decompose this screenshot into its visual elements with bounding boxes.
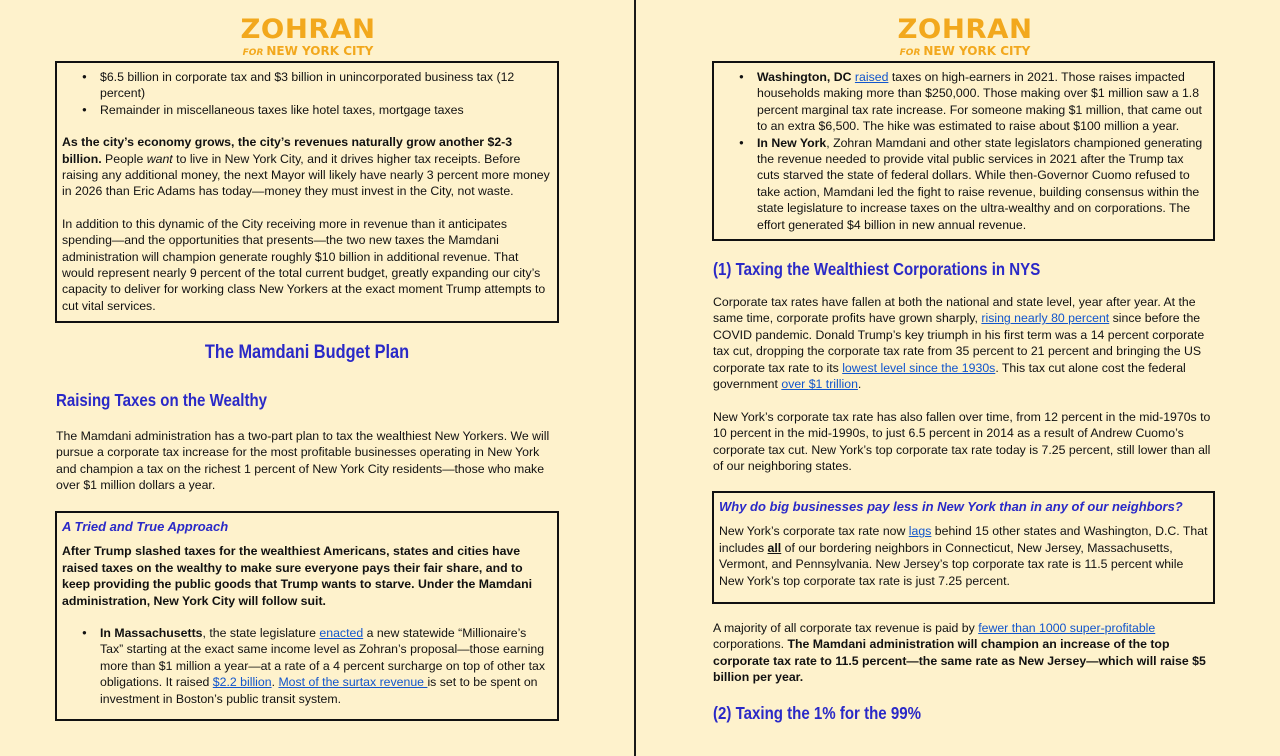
surtax-revenue-link[interactable]: Most of the surtax revenue <box>278 675 428 690</box>
revenue-summary-box <box>55 61 559 323</box>
examples-box <box>712 61 1215 241</box>
box-title: Why do big businesses pay less in New York than in any of our neighbors? <box>719 499 1183 514</box>
corporate-revenue-paragraph: A majority of all corporate tax revenue is paid by fewer than 1000 super-profitable corporations. The Mamdani administration will champion an increase of the top corporate tax rate to 11.5 percent—the same rate as New Jersey—which will raise $5 billion per year. <box>713 621 1206 685</box>
new-taxes-paragraph: In addition to this dynamic of the City receiving more in revenue than it anticipates spending—and the opportunities that presents—the two new taxes the Mamdani administration will champion generate roughly $10 billion in additional revenue. That would represent nearly 9 percent of the total current budget, greatly expanding our city’s capacity to deliver for working class New Yorkers at the exact moment Trump attempts to cut vital services. <box>62 216 546 313</box>
logo-wordmark: ZOHRAN <box>240 14 376 45</box>
section-heading-corporations: (1) Taxing the Wealthiest Corporations in NYS <box>713 259 1041 279</box>
logo-subtitle: FOR NEW YORK CITY <box>242 44 374 58</box>
logo-wordmark: ZOHRAN <box>897 14 1033 45</box>
raised-link[interactable]: raised <box>854 70 889 84</box>
page-right <box>636 0 1280 756</box>
examples-bullets <box>62 625 552 707</box>
corporate-tax-paragraph: Corporate tax rates have fallen at both the national and state level, year after year. At the same time, corporate profits have grown sharply, rising nearly 80 percent since before the COVID pandemic. Donald Trump’s key triumph in his first term was a 14 percent corporate tax cut, dropping the corporate tax rate from 35 percent to 21 percent and bringing the US corporate tax rate to its lowest level since the 1930s. This tax cut alone cost the federal government over $1 trillion. <box>713 295 1205 392</box>
list-item-new-york: ● In New York, Zohran Mamdani and other state legislators championed generating the revenue needed to provide vital public services in 2021 after the Trump tax cuts starved the state of federal dollars. While then-Governor Cuomo refused to take action, Mamdani led the fight to raise revenue, building consensus within the state legislature to increase taxes on the ultra-wealthy and on corporations. The effort generated $4 billion in new annual revenue. <box>719 135 1208 233</box>
page-left <box>0 0 634 756</box>
trump-tax-paragraph: After Trump slashed taxes for the wealthiest Americans, states and cities have raised taxes on the wealthy to make sure everyone pays their fair share, and to keep providing the public goods that Trump wants to starve. Under the Mamdani administration, New York City will follow suit. <box>62 544 533 608</box>
list-item: ● $6.5 billion in corporate tax and $3 billion in unincorporated business tax (12 percent) <box>62 69 552 102</box>
section-heading-raising-taxes: Raising Taxes on the Wealthy <box>56 390 268 410</box>
tried-and-true-box <box>55 511 559 721</box>
section-heading-budget-plan: The Mamdani Budget Plan <box>204 342 410 363</box>
campaign-logo <box>885 16 1045 60</box>
ny-corporate-rate-paragraph: New York’s corporate tax rate has also fallen over time, from 12 percent in the mid-1970s to 10 percent in the mid-1990s, to just 6.5 percent in 2014 as a result of Andrew Cuomo’s corporate tax cut. New York’s top corporate tax rate today is 7.25 percent, still lower than all of our neighboring states. <box>713 410 1211 474</box>
list-item-washington-dc: ● Washington, DC raised taxes on high-earners in 2021. Those raises impacted households making more than $250,000. Those making over $1 million saw a 1.8 percent marginal tax rate increase. For someone making $1 million, that came out to an extra $6,500. The hike was estimated to raise about $100 million a year. <box>719 69 1208 135</box>
revenue-2-2-billion-link[interactable]: $2.2 billion <box>212 675 272 690</box>
profits-link[interactable]: rising nearly 80 percent <box>981 311 1110 326</box>
neighbors-paragraph: New York’s corporate tax rate now lags behind 15 other states and Washington, D.C. That includes all of our bordering neighbors in Connecticut, New Jersey, Massachusetts, Vermont, and Pennsylvania. New Jersey’s top corporate tax rate is 11.5 percent while New York’s top corporate tax rate is just 7.25 percent. <box>719 524 1208 588</box>
neighbors-box <box>712 491 1215 604</box>
revenue-growth-paragraph: As the city’s economy grows, the city’s revenues naturally grow another $2-3 billion. People want to live in New York City, and it drives higher tax receipts. Before raising any additional money, the next Mayor will likely have nearly 3 percent more money in 2026 than Eric Adams has today—money they must invest in the City, not waste. <box>62 135 550 199</box>
lowest-level-link[interactable]: lowest level since the 1930s <box>842 360 996 375</box>
examples-bullets <box>719 69 1208 233</box>
list-item-massachusetts: ● In Massachusetts, the state legislature enacted a new statewide “Millionaire’s Tax” starting at the exact same income level as Zohran’s proposal—those earning more than $1 million a year—at a rate of a 4 percent surcharge on top of other tax obligations. It raised $2.2 billion. Most of the surtax revenue is set to be spent on investment in Boston’s public transit system. <box>62 625 552 707</box>
campaign-logo <box>228 16 388 60</box>
enacted-link[interactable]: enacted <box>319 626 364 641</box>
list-item: ● Remainder in miscellaneous taxes like hotel taxes, mortgage taxes <box>62 102 552 118</box>
intro-paragraph: The Mamdani administration has a two-part plan to tax the wealthiest New Yorkers. We will pursue a corporate tax increase for the most profitable businesses operating in New York and champion a tax on the richest 1 percent of New York City residents—those who make over $1 million dollars a year. <box>56 429 550 493</box>
logo-subtitle: FOR NEW YORK CITY <box>899 44 1031 58</box>
revenue-bullets <box>62 69 552 118</box>
trillion-link[interactable]: over $1 trillion <box>781 377 858 392</box>
lags-link[interactable]: lags <box>908 524 932 539</box>
section-heading-taxing-1-percent: (2) Taxing the 1% for the 99% <box>713 703 921 723</box>
box-title: A Tried and True Approach <box>62 519 229 534</box>
super-profitable-link[interactable]: fewer than 1000 super-profitable <box>978 621 1156 635</box>
